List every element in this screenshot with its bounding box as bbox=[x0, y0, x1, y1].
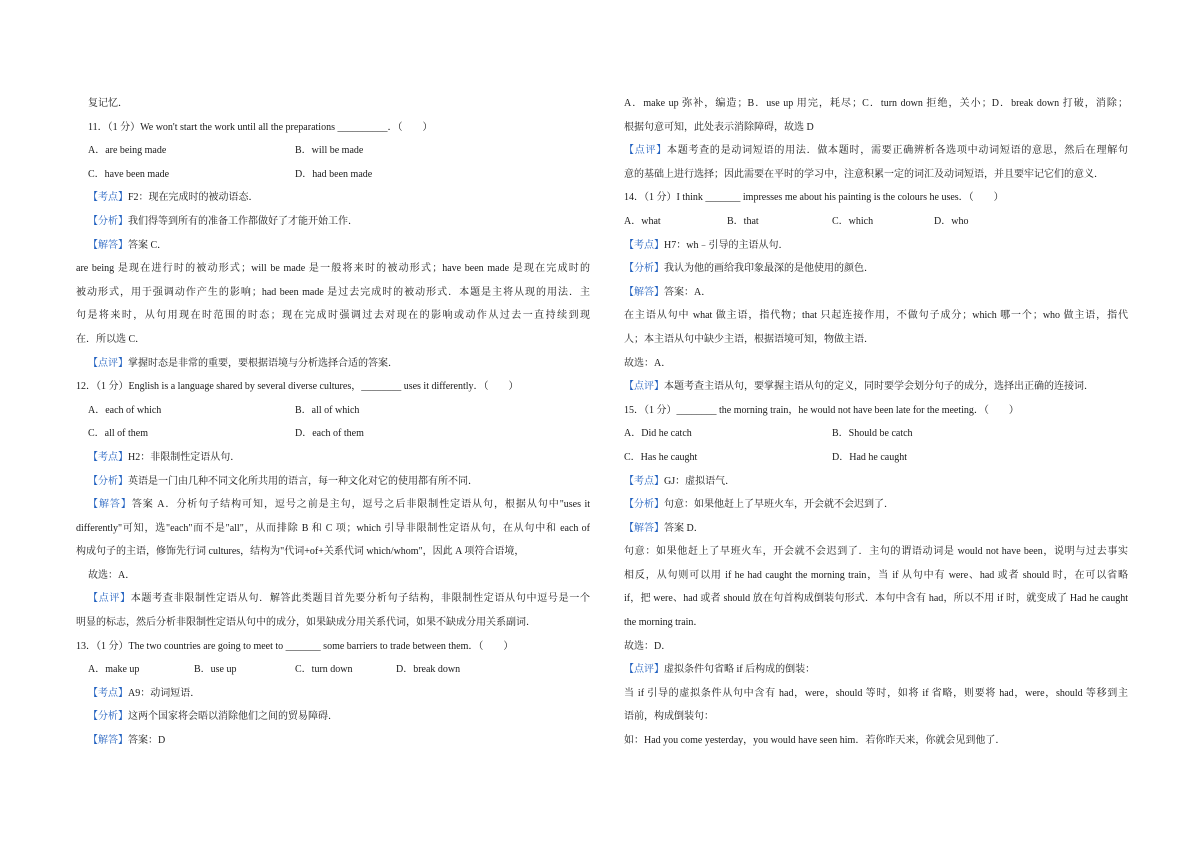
q15-explain-4: the morning train． bbox=[624, 617, 704, 629]
q14-fenxi bbox=[624, 257, 1128, 281]
q13-dianping-1 bbox=[624, 139, 1128, 163]
q13-stem: 13．（1 分）The two countries are going to meet to _______ some barriers to trade between them．（ ） bbox=[76, 640, 514, 652]
fenxi-tag: 【分析】 bbox=[624, 499, 664, 511]
dianping-tag: 【点评】 bbox=[88, 357, 128, 369]
q11-jieda bbox=[88, 234, 590, 258]
q13-option-d: D．break down bbox=[396, 664, 461, 676]
q11-fenxi bbox=[88, 210, 590, 234]
q12-jieda-text-1: 答案 A．分析句子结构可知，逗号之前是主句，逗号之后非限制性定语从句，根据从句中"uses it bbox=[131, 499, 590, 511]
jieda-tag: 【解答】 bbox=[624, 522, 664, 534]
q12-fenxi bbox=[88, 470, 590, 494]
q11-explain-1: are being 是现在进行时的被动形式；will be made 是一般将来时的被动形式；have been made 是现在完成时的 bbox=[76, 263, 590, 275]
q12-option-c: C．all of them bbox=[88, 428, 148, 440]
q15-tail-3: 如：Had you come yesterday，you would have seen him．若你昨天来，你就会见到他了． bbox=[624, 735, 1006, 747]
q11-kaodian bbox=[88, 186, 590, 210]
q11-dianping bbox=[88, 352, 590, 376]
q11-stem: 11．（1 分）We won't start the work until all the preparations __________．（ ） bbox=[88, 121, 433, 133]
kaodian-tag: 【考点】 bbox=[88, 192, 128, 204]
q12-jieda-1 bbox=[88, 493, 590, 517]
q15-option-a: A．Did he catch bbox=[624, 428, 692, 440]
q14-option-a: A．what bbox=[624, 215, 661, 227]
right-column bbox=[624, 92, 1128, 753]
q15-explain-5: 故选：D． bbox=[624, 640, 672, 652]
q12-jieda-3: 构成句子的主语，修饰先行词 cultures，结构为"代词+of+关系代词 which/whom"，因此 A 项符合语境， bbox=[76, 546, 525, 558]
q14-fenxi-text: 我认为他的画给我印象最深的是他使用的颜色． bbox=[664, 263, 874, 275]
q13-fenxi-text: 这两个国家将会晤以消除他们之间的贸易障碍． bbox=[128, 711, 338, 723]
q11-option-a: A．are being made bbox=[88, 145, 167, 157]
fenxi-tag: 【分析】 bbox=[88, 711, 128, 723]
kaodian-tag: 【考点】 bbox=[88, 451, 128, 463]
q11-kaodian-text: F2：现在完成时的被动语态． bbox=[128, 192, 259, 204]
q12-kaodian-text: H2：非限制性定语从句． bbox=[128, 451, 241, 463]
left-column bbox=[76, 92, 590, 753]
q12-jieda-2: differently"可知，选"each"而不是"all"，从而排除 B 和 C 项；which 引导非限制性定语从句，在从句中和 each of bbox=[76, 522, 590, 534]
q15-explain-2: 相反，从句则可以用 if he had caught the morning train，当 if 从句中有 were、had 或者 should 时，在可以省略 bbox=[624, 569, 1128, 581]
q15-kaodian bbox=[624, 470, 1128, 494]
q15-explain-1: 句意：如果他赶上了早班火车，开会就不会迟到了．主句的谓语动词是 would not have been，说明与过去事实 bbox=[624, 546, 1128, 558]
q11-explain-2: 被动形式，用于强调动作产生的影响；had been made 是过去完成时的被动形式．本题是主将从现的用法．主 bbox=[76, 286, 590, 298]
q14-explain-2: 人；本主语从句中缺少主语，根据语境可知，物做主语． bbox=[624, 333, 874, 345]
q14-jieda-text: 答案：A． bbox=[664, 286, 712, 298]
q15-fenxi bbox=[624, 493, 1128, 517]
q14-explain-3: 故选：A． bbox=[624, 357, 672, 369]
q12-fenxi-text: 英语是一门由几种不同文化所共用的语言，每一种文化对它的使用都有所不同． bbox=[128, 475, 478, 487]
dianping-tag: 【点评】 bbox=[624, 664, 664, 676]
q15-explain-3: if，把 were、had 或者 should 放在句首构成倒装句形式．本句中含有 had，所以不用 if 时，就变成了 Had he caught bbox=[624, 593, 1128, 605]
q15-dianping-text: 虚拟条件句省略 if 后构成的倒装： bbox=[664, 664, 816, 676]
q11-fenxi-text: 我们得等到所有的准备工作都做好了才能开始工作． bbox=[128, 215, 358, 227]
dianping-tag: 【点评】 bbox=[88, 593, 131, 605]
q15-kaodian-text: GJ：虚拟语气． bbox=[664, 475, 736, 487]
q14-dianping-text: 本题考查主语从句，要掌握主语从句的定义，同时要学会划分句子的成分，选择出正确的连接词． bbox=[664, 381, 1094, 393]
q12-options-row1 bbox=[88, 399, 590, 423]
q12-dianping-text-1: 本题考查非限制性定语从句．解答此类题目首先要分析句子结构，非限制性定语从句中逗号是一个 bbox=[130, 593, 590, 605]
q13-options-row bbox=[88, 658, 590, 682]
q15-tail-1: 当 if 引导的虚拟条件从句中含有 had，were，should 等时，如将 if 省略，则要将 had，were，should 等移到主 bbox=[624, 687, 1128, 699]
fenxi-tag: 【分析】 bbox=[88, 475, 128, 487]
q14-stem: 14．（1 分）I think _______ impresses me about his painting is the colours he uses．（ ） bbox=[624, 192, 1004, 204]
q14-dianping bbox=[624, 375, 1128, 399]
q13-jieda bbox=[88, 729, 590, 753]
jieda-tag: 【解答】 bbox=[88, 735, 128, 747]
q14-option-b: B．that bbox=[727, 215, 759, 227]
jieda-tag: 【解答】 bbox=[88, 499, 132, 511]
q15-options-row2 bbox=[624, 446, 1128, 470]
q12-stem: 12．（1 分）English is a language shared by several diverse cultures，________ uses it differently．（ ） bbox=[76, 381, 519, 393]
jieda-tag: 【解答】 bbox=[88, 239, 128, 251]
q11-option-b: B．will be made bbox=[295, 145, 364, 157]
jieda-tag: 【解答】 bbox=[624, 286, 664, 298]
fenxi-tag: 【分析】 bbox=[88, 215, 128, 227]
fenxi-tag: 【分析】 bbox=[624, 263, 664, 275]
q12-option-a: A．each of which bbox=[88, 404, 162, 416]
q11-option-c: C．have been made bbox=[88, 168, 170, 180]
q13-kaodian-text: A9：动词短语． bbox=[128, 687, 201, 699]
q11-dianping-text: 掌握时态是非常的重要，要根据语境与分析选择合适的答案． bbox=[128, 357, 398, 369]
q13-kaodian bbox=[88, 682, 590, 706]
q15-option-c: C．Has he caught bbox=[624, 451, 698, 463]
kaodian-tag: 【考点】 bbox=[88, 687, 128, 699]
kaodian-tag: 【考点】 bbox=[624, 239, 664, 251]
q12-option-d: D．each of them bbox=[295, 428, 364, 440]
q13-cont-1: A．make up 弥补，编造；B．use up 用完，耗尽；C．turn down 拒绝，关小；D．break down 打破，消除； bbox=[624, 98, 1128, 109]
q12-dianping-1 bbox=[88, 587, 590, 611]
q12-options-row2 bbox=[88, 422, 590, 446]
q11-jieda-text: 答案 C． bbox=[128, 239, 168, 251]
q15-dianping bbox=[624, 658, 1128, 682]
q12-option-b: B．all of which bbox=[295, 404, 360, 416]
q15-stem: 15．（1 分）________ the morning train，he would not have been late for the meeting．（ ） bbox=[624, 404, 1019, 416]
q15-jieda bbox=[624, 517, 1128, 541]
q14-jieda bbox=[624, 281, 1128, 305]
q11-option-d: D．had been made bbox=[295, 168, 373, 180]
q15-jieda-text: 答案 D． bbox=[664, 522, 704, 534]
intro-text: 复记忆． bbox=[88, 98, 128, 109]
q15-option-b: B．Should be catch bbox=[832, 428, 913, 440]
q13-fenxi bbox=[88, 705, 590, 729]
q15-option-d: D．Had he caught bbox=[832, 451, 907, 463]
q11-options-row2 bbox=[88, 163, 590, 187]
q12-dianping-2: 明显的标志，然后分析非限制性定语从句中的成分，如果缺成分用关系代词，如果不缺成分用关系副词． bbox=[76, 617, 536, 629]
q12-jieda-4: 故选：A． bbox=[88, 569, 136, 581]
q13-dianping-text-1: 本题考查的是动词短语的用法．做本题时，需要正确辨析各选项中动词短语的意思，然后在理解句 bbox=[666, 145, 1128, 157]
dianping-tag: 【点评】 bbox=[624, 145, 667, 157]
q11-options-row1 bbox=[88, 139, 590, 163]
q14-option-c: C．which bbox=[832, 215, 874, 227]
q13-jieda-text: 答案：D bbox=[128, 735, 166, 747]
dianping-tag: 【点评】 bbox=[624, 381, 664, 393]
q15-options-row1 bbox=[624, 422, 1128, 446]
q14-explain-1: 在主语从句中 what 做主语，指代物；that 只起连接作用，不做句子成分；which 哪一个；who 做主语，指代 bbox=[624, 310, 1128, 322]
q12-kaodian bbox=[88, 446, 590, 470]
q13-dianping-2: 意的基础上进行选择；因此需要在平时的学习中，注意积累一定的词汇及动词短语，并且要牢记它们的意义． bbox=[624, 168, 1104, 180]
q11-explain-3: 句是将来时，从句用现在时范围的时态；现在完成时强调过去对现在的影响或动作从过去一直持续到现 bbox=[76, 310, 590, 322]
q13-option-b: B．use up bbox=[194, 664, 237, 676]
q14-options-row bbox=[624, 210, 1128, 234]
q13-option-c: C．turn down bbox=[295, 664, 353, 676]
q15-tail-2: 语前，构成倒装句： bbox=[624, 711, 714, 723]
q13-cont-2: 根据句意可知，此处表示消除障碍，故选 D bbox=[624, 121, 814, 133]
q11-explain-4: 在．所以选 C． bbox=[76, 333, 146, 345]
kaodian-tag: 【考点】 bbox=[624, 475, 664, 487]
q14-kaodian-text: H7：wh﹣引导的主语从句． bbox=[664, 239, 789, 251]
q14-option-d: D．who bbox=[934, 215, 969, 227]
q14-kaodian bbox=[624, 234, 1128, 258]
q13-option-a: A．make up bbox=[88, 664, 140, 676]
q15-fenxi-text: 句意：如果他赶上了早班火车，开会就不会迟到了． bbox=[664, 499, 894, 511]
